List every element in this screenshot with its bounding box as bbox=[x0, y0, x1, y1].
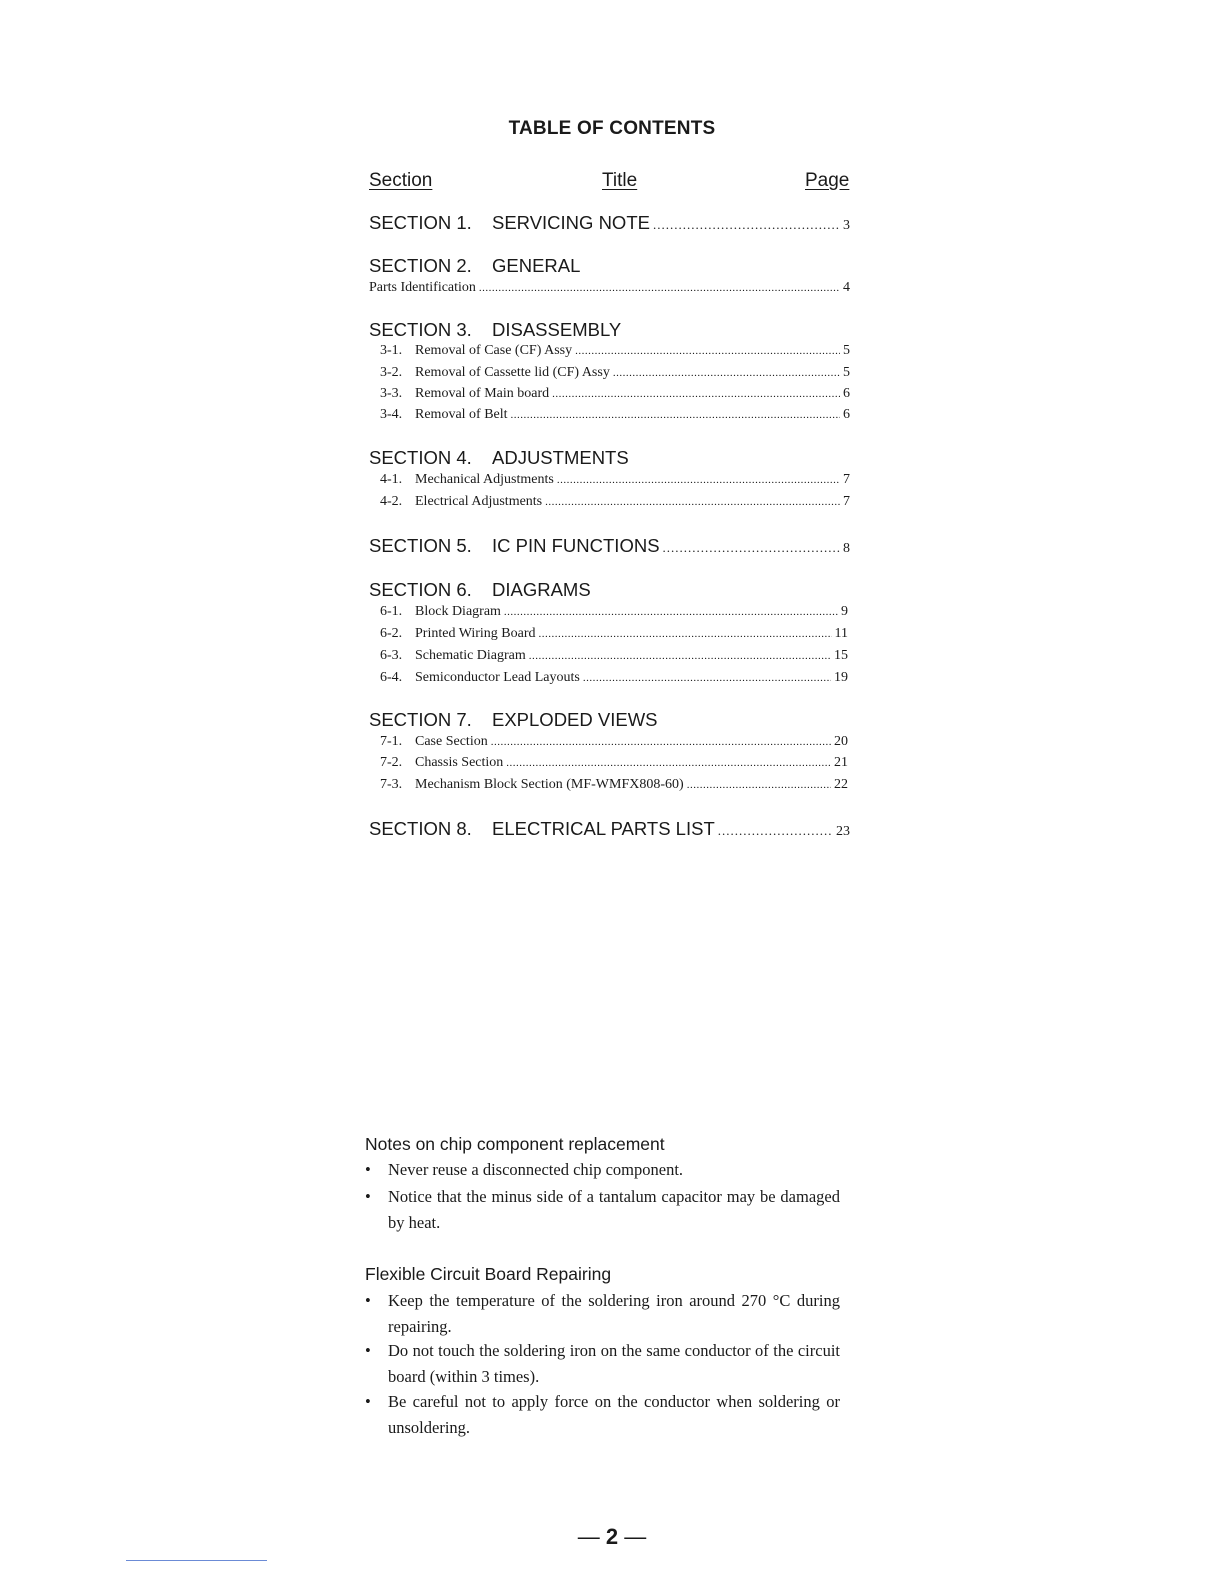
item-number: 6-4. bbox=[380, 670, 403, 685]
item-page: 19 bbox=[834, 670, 848, 685]
item-page: 20 bbox=[834, 734, 848, 749]
dot-leader bbox=[613, 367, 840, 379]
toc-item-3-1[interactable] bbox=[369, 343, 850, 361]
item-number: 3-1. bbox=[380, 343, 403, 358]
toc-item-7-3[interactable] bbox=[369, 777, 848, 795]
dot-leader bbox=[545, 496, 840, 508]
item-page: 6 bbox=[843, 386, 850, 401]
dot-leader bbox=[506, 757, 831, 769]
item-label: Mechanical Adjustments bbox=[415, 472, 554, 487]
page-title: TABLE OF CONTENTS bbox=[508, 118, 716, 139]
item-label: Parts Identification bbox=[369, 280, 476, 295]
item-number: 3-3. bbox=[380, 386, 403, 401]
dot-leader bbox=[653, 217, 840, 233]
item-label: Semiconductor Lead Layouts bbox=[415, 670, 580, 685]
note-bullet: • Keep the temperature of the soldering iron around 270 °C during repairing. bbox=[365, 1288, 840, 1340]
item-page: 6 bbox=[843, 407, 850, 422]
toc-item-6-3[interactable] bbox=[369, 648, 848, 666]
section-number: SECTION 7. bbox=[369, 709, 472, 730]
item-label: Chassis Section bbox=[415, 755, 504, 770]
item-page: 21 bbox=[834, 755, 848, 770]
item-label: Mechanism Block Section (MF-WMFX808-60) bbox=[415, 777, 684, 792]
toc-item-6-4[interactable] bbox=[369, 670, 848, 688]
toc-item-7-2[interactable] bbox=[369, 755, 848, 773]
note-bullet: • Be careful not to apply force on the conductor when soldering or unsoldering. bbox=[365, 1389, 840, 1441]
toc-section-6[interactable] bbox=[369, 579, 850, 603]
dot-leader bbox=[491, 736, 831, 748]
column-header-page: Page bbox=[805, 170, 850, 191]
item-label: Printed Wiring Board bbox=[415, 626, 536, 641]
item-label: Removal of Belt bbox=[415, 407, 508, 422]
toc-section-2[interactable] bbox=[369, 255, 850, 279]
item-page: 9 bbox=[841, 604, 848, 619]
dot-leader bbox=[552, 388, 840, 400]
item-number: 4-2. bbox=[380, 494, 403, 509]
notes-heading-chip-replacement: Notes on chip component replacement bbox=[365, 1134, 665, 1154]
toc-item-3-3[interactable] bbox=[369, 386, 850, 404]
toc-section-8[interactable] bbox=[369, 818, 850, 842]
dot-leader bbox=[687, 779, 831, 791]
item-label: Electrical Adjustments bbox=[415, 494, 543, 509]
toc-section-7[interactable] bbox=[369, 709, 850, 733]
toc-item-3-4[interactable] bbox=[369, 407, 850, 425]
item-number: 6-3. bbox=[380, 648, 403, 663]
section-number: SECTION 5. bbox=[369, 535, 472, 556]
note-bullet: • Notice that the minus side of a tantalum capacitor may be damaged by heat. bbox=[365, 1184, 840, 1236]
section-title: EXPLODED VIEWS bbox=[492, 709, 658, 730]
section-title: ADJUSTMENTS bbox=[492, 447, 629, 468]
section-title: ELECTRICAL PARTS LIST bbox=[492, 818, 715, 839]
note-bullet: • Do not touch the soldering iron on the same conductor of the circuit board (within 3 times). bbox=[365, 1338, 840, 1390]
toc-item-6-2[interactable] bbox=[369, 626, 848, 644]
item-label: Removal of Main board bbox=[415, 386, 550, 401]
item-page: 11 bbox=[834, 626, 848, 641]
column-header-title: Title bbox=[602, 170, 638, 191]
dot-leader bbox=[479, 282, 840, 294]
item-page: 5 bbox=[843, 343, 850, 358]
item-label: Removal of Case (CF) Assy bbox=[415, 343, 573, 358]
toc-section-1[interactable] bbox=[369, 212, 850, 236]
notes-heading-flexible-circuit: Flexible Circuit Board Repairing bbox=[365, 1264, 612, 1284]
item-label: Schematic Diagram bbox=[415, 648, 526, 663]
section-page: 8 bbox=[843, 541, 850, 556]
item-label: Removal of Cassette lid (CF) Assy bbox=[415, 365, 610, 380]
item-page: 15 bbox=[834, 648, 848, 663]
dot-leader bbox=[575, 345, 840, 357]
scan-edge-line bbox=[126, 1560, 267, 1561]
page-number bbox=[0, 1524, 1224, 1550]
dot-leader bbox=[529, 650, 831, 662]
item-page: 4 bbox=[843, 280, 850, 295]
section-number: SECTION 6. bbox=[369, 579, 472, 600]
item-label: Case Section bbox=[415, 734, 488, 749]
section-title: GENERAL bbox=[492, 255, 581, 276]
item-number: 7-3. bbox=[380, 777, 403, 792]
item-number: 7-2. bbox=[380, 755, 403, 770]
toc-section-4[interactable] bbox=[369, 447, 850, 471]
note-bullet: • Never reuse a disconnected chip component. bbox=[365, 1157, 840, 1183]
item-label: Block Diagram bbox=[415, 604, 501, 619]
section-number: SECTION 4. bbox=[369, 447, 472, 468]
dot-leader bbox=[539, 628, 832, 640]
toc-item-parts-identification[interactable] bbox=[369, 280, 850, 298]
section-number: SECTION 2. bbox=[369, 255, 472, 276]
section-page: 3 bbox=[843, 218, 850, 233]
section-title: DISASSEMBLY bbox=[492, 319, 622, 340]
item-page: 22 bbox=[834, 777, 848, 792]
dot-leader bbox=[511, 409, 840, 421]
section-number: SECTION 8. bbox=[369, 818, 472, 839]
item-number: 6-1. bbox=[380, 604, 403, 619]
section-title: DIAGRAMS bbox=[492, 579, 591, 600]
toc-item-6-1[interactable] bbox=[369, 604, 848, 622]
dot-leader bbox=[557, 474, 840, 486]
dot-leader bbox=[718, 823, 833, 839]
dash-right: — bbox=[624, 1524, 647, 1549]
dot-leader bbox=[663, 540, 840, 556]
toc-item-7-1[interactable] bbox=[369, 734, 848, 752]
item-number: 6-2. bbox=[380, 626, 403, 641]
toc-section-3[interactable] bbox=[369, 319, 850, 343]
dot-leader bbox=[583, 672, 831, 684]
section-title: IC PIN FUNCTIONS bbox=[492, 535, 660, 556]
item-number: 3-2. bbox=[380, 365, 403, 380]
page-number-value: 2 bbox=[605, 1524, 619, 1549]
section-number: SECTION 1. bbox=[369, 212, 472, 233]
item-number: 7-1. bbox=[380, 734, 403, 749]
section-title: SERVICING NOTE bbox=[492, 212, 650, 233]
item-number: 3-4. bbox=[380, 407, 403, 422]
item-number: 4-1. bbox=[380, 472, 403, 487]
toc-item-3-2[interactable] bbox=[369, 365, 850, 383]
item-page: 7 bbox=[843, 472, 850, 487]
section-number: SECTION 3. bbox=[369, 319, 472, 340]
dash-left: — bbox=[577, 1524, 600, 1549]
dot-leader bbox=[504, 606, 838, 618]
item-page: 5 bbox=[843, 365, 850, 380]
section-page: 23 bbox=[836, 824, 850, 839]
toc-item-4-2[interactable] bbox=[369, 494, 850, 512]
column-header-section: Section bbox=[369, 170, 433, 191]
toc-item-4-1[interactable] bbox=[369, 472, 850, 490]
item-page: 7 bbox=[843, 494, 850, 509]
toc-section-5[interactable] bbox=[369, 535, 850, 559]
